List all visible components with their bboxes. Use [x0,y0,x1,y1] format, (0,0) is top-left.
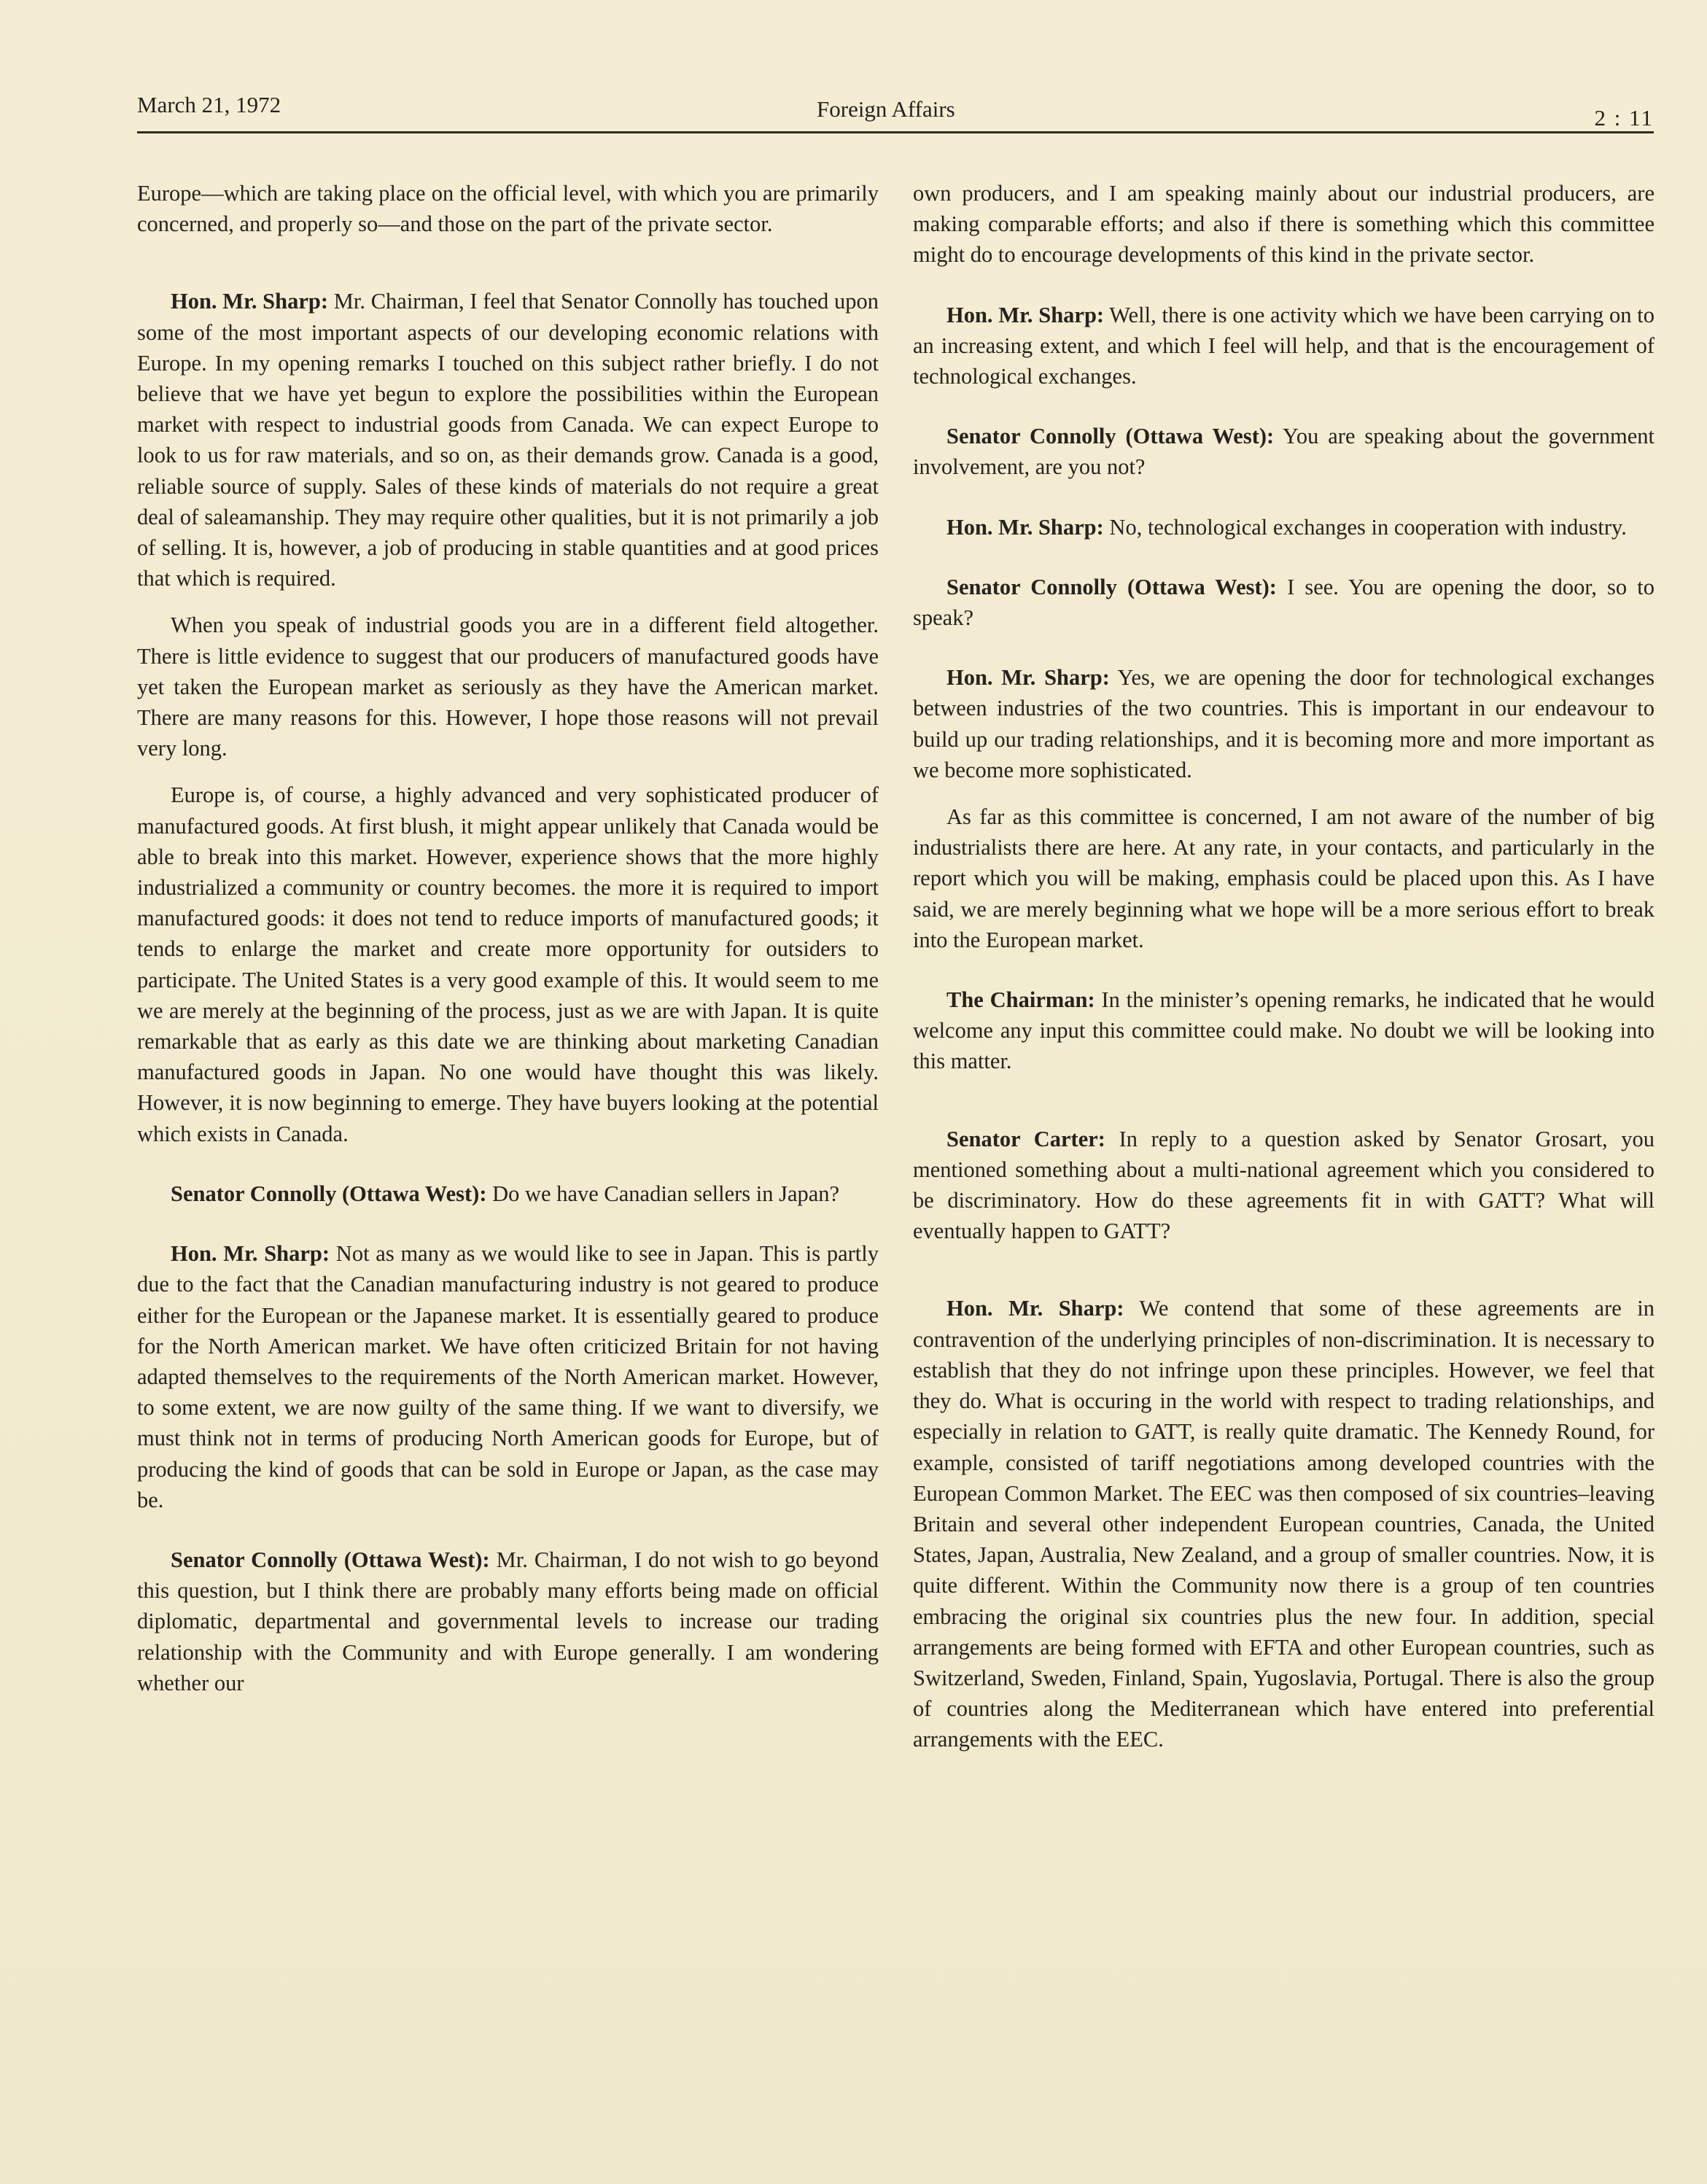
page-header [137,92,1654,133]
paragraph: Hon. Mr. Sharp: No, technological exchanges in cooperation with industry. [946,514,1627,540]
paragraph: When you speak of industrial goods you are in a different field altogether. There is little evidence to suggest that our producers of manufactured goods have yet taken the European market as seriously as they have the American market. There are many reasons for this. However, I hope those reasons will not prevail very long. [137,613,879,761]
paragraph: Europe is, of course, a highly advanced and very sophisticated producer of manufactured goods. At first blush, it might appear unlikely that Canada would be able to break into this market. However, experience shows that the more highly industrialized a community or country becomes. the more it is required to import manufactured goods: it does not tend to reduce imports of manufactured goods; it tends to enlarge the market and create more opportunity for outsiders to participate. The United States is a very good example of this. It would seem to me we are merely at the beginning of the process, just as we are with Japan. It is quite remarkable that as early as this date we are thinking about marketing Canadian manufactured goods in Japan. No one would have thought this was likely. However, it is now beginning to emerge. They have buyers looking at the potential which exists in Canada. [137,782,879,1146]
paragraph: Senator Connolly (Ottawa West): Mr. Chairman, I do not wish to go beyond this question, but I think there are probably many efforts being made on official diplomatic, departmental and governmental levels to increase our trading relationship with the Community and with Europe generally. I am wondering whether our [137,1547,879,1695]
paragraph: Hon. Mr. Sharp: Yes, we are opening the door for technological exchanges between industries of the two countries. This is important in our endeavour to build up our trading relationships, and it is becoming more and more important as we become more sophisticated. [913,665,1655,782]
left-column [137,178,879,1698]
header-date: March 21, 1972 [137,92,281,117]
paragraph: Hon. Mr. Sharp: We contend that some of these agreements are in contravention of the underlying principles of non-discrimination. It is necessary to establish that they do not infringe upon these principles. However, we feel that they do. What is occuring in the world with respect to trading relationships, and especially in relation to GATT, is really quite dramatic. The Kennedy Round, for example, consisted of tariff negotiations among developed countries with the European Common Market. The EEC was then composed of six countries–leaving Britain and several other independent European countries, Canada, the United States, Japan, Australia, New Zealand, and a group of smaller countries. Now, it is quite different. Within the Community now there is a group of ten countries embracing the original six countries plus the new four. In addition, special arrangements are being formed with EFTA and other European countries, such as Switzerland, Sweden, Finland, Spain, Yugoslavia, Portugal. There is also the group of countries along the Mediterranean which have entered into preferential arrangements with the EEC. [913,1296,1655,1752]
paragraph: As far as this committee is concerned, I am not aware of the number of big industrialists there are here. At any rate, in your contacts, and particularly in the report which you will be making, emphasis could be placed upon this. As I have said, we are merely beginning what we hope will be a more serious effort to break into the European market. [913,804,1654,952]
speaker-name: Hon. Mr. Sharp: [171,289,329,314]
paragraph: Europe—which are taking place on the official level, with which you are primarily concerned, and properly so—and those on the part of the private sector. [137,181,879,237]
paragraph: own producers, and I am speaking mainly about our industrial producers, are making comparable efforts; and also if there is something which this committee might do to encourage developments of this kind in the private sector. [913,181,1654,268]
paragraph: Senator Connolly (Ottawa West): Do we have Canadian sellers in Japan? [171,1181,840,1206]
paragraph: Hon. Mr. Sharp: Well, there is one activity which we have been carrying on to an increasing extent, and which I feel will help, and that is the encouragement of technological exchanges. [913,302,1655,389]
speaker-name: Senator Connolly (Ottawa West): [946,424,1275,449]
paragraph: Hon. Mr. Sharp: Not as many as we would like to see in Japan. This is partly due to the fact that the Canadian manufacturing industry is not geared to produce either for the European or the Japanese market. It is essentially geared to produce for the North American market. We have often criticized Britain for not having adapted themselves to the requirements of the North American market. However, to some extent, we are now guilty of the same thing. If we want to diversify, we must think not in terms of producing North American goods for Europe, but of producing the kind of goods that can be sold in Europe or Japan, as the case may be. [137,1241,879,1512]
speaker-name: Senator Carter: [946,1126,1105,1151]
speaker-name: Hon. Mr. Sharp: [946,665,1110,691]
header-page-number: 2 : 11 [1594,105,1654,131]
speaker-name: Hon. Mr. Sharp: [946,302,1105,327]
speaker-name: Hon. Mr. Sharp: [946,1296,1124,1321]
paragraph: Senator Connolly (Ottawa West): I see. You are opening the door, so to speak? [913,574,1654,631]
speaker-name: The Chairman: [946,987,1095,1013]
right-column [913,178,1654,1755]
speaker-name: Senator Connolly (Ottawa West): [171,1181,487,1206]
paragraph: Senator Carter: In reply to a question asked by Senator Grosart, you mentioned something about a multi-national agreement which you considered to be discriminatory. How do these agreements fit in with GATT? What will eventually happen to GATT? [913,1126,1654,1244]
speaker-name: Senator Connolly (Ottawa West): [946,574,1277,599]
speaker-name: Hon. Mr. Sharp: [946,514,1104,540]
paragraph: The Chairman: In the minister’s opening remarks, he indicated that he would welcome any input this committee could make. No doubt we will be looking into this matter. [913,987,1654,1074]
speaker-name: Senator Connolly (Ottawa West): [171,1547,490,1572]
paragraph: Hon. Mr. Sharp: Mr. Chairman, I feel that Senator Connolly has touched upon some of the most important aspects of our developing economic relations with Europe. In my opening remarks I touched on this subject rather briefly. I do not believe that we have yet begun to explore the possibilities within the European market with respect to industrial goods from Canada. We can expect Europe to look to us for raw materials, and so on, as their demands grow. Canada is a good, reliable source of supply. Sales of these kinds of materials do not require a great deal of saleamanship. They may require other qualities, but it is not primarily a job of selling. It is, however, a job of producing in stable quantities and at good prices that which is required. [137,289,879,591]
header-section-title: Foreign Affairs [817,96,955,122]
paragraph: Senator Connolly (Ottawa West): You are speaking about the government involvement, are you not? [913,424,1655,480]
speaker-name: Hon. Mr. Sharp: [171,1241,330,1267]
